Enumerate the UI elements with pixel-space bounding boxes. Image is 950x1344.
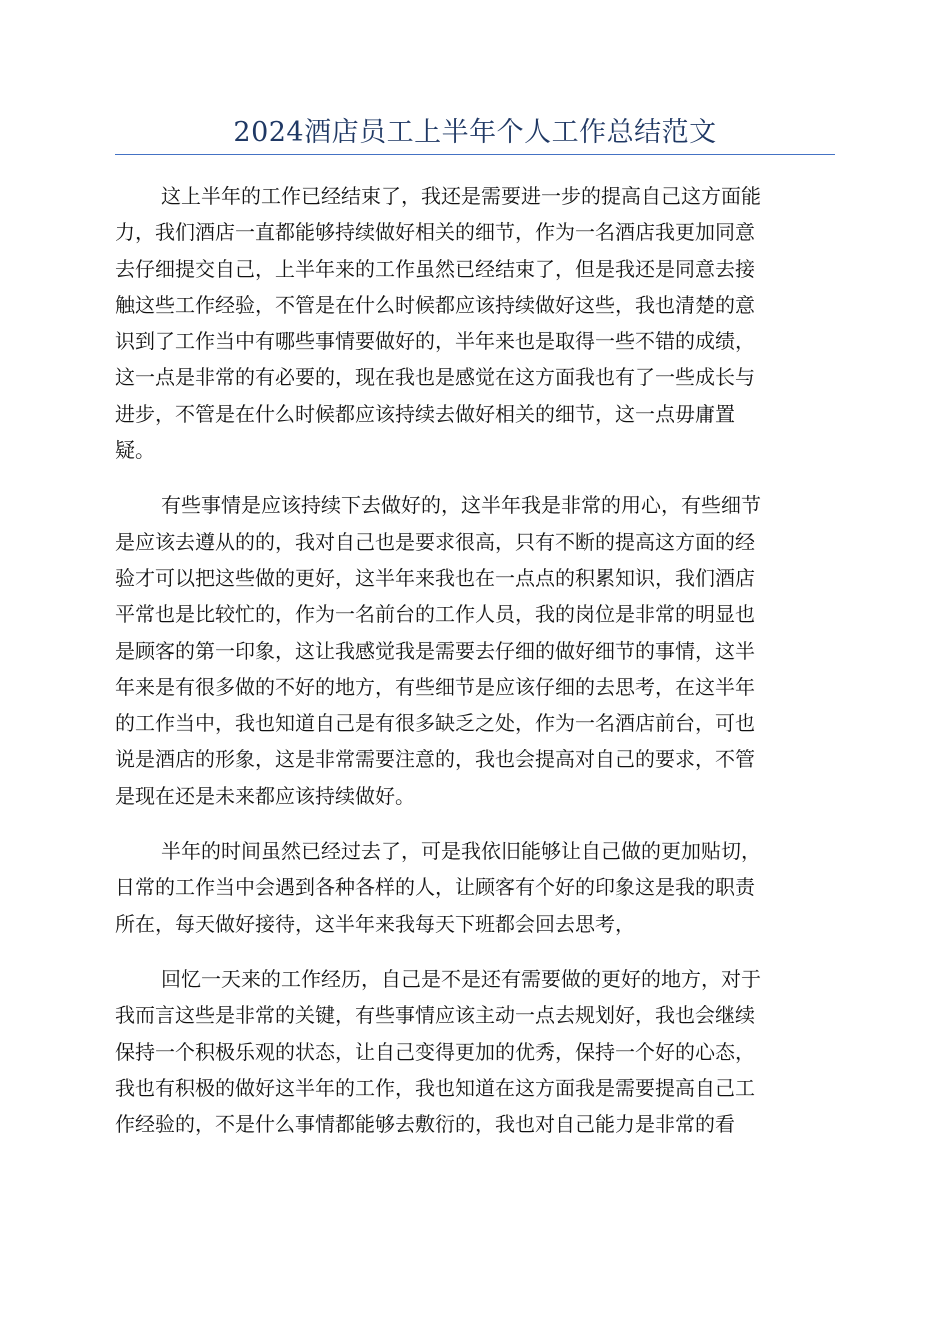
paragraph-line: 去仔细提交自己，上半年来的工作虽然已经结束了，但是我还是同意去接 [115,256,755,281]
paragraph-line: 半年的时间虽然已经过去了，可是我依旧能够让自己做的更加贴切， [161,839,761,864]
paragraph-line: 保持一个积极乐观的状态，让自己变得更加的优秀，保持一个好的心态， [115,1039,755,1064]
title-underline [115,154,835,155]
paragraph-1 [115,178,835,468]
paragraph-line: 是现在还是未来都应该持续做好。 [115,783,415,808]
paragraph-3 [115,833,835,942]
paragraph-line: 疑。 [115,438,155,463]
paragraph-line: 回忆一天来的工作经历，自己是不是还有需要做的更好的地方，对于 [161,966,761,991]
paragraph-line: 说是酒店的形象，这是非常需要注意的，我也会提高对自己的要求，不管 [115,747,755,772]
paragraph-line: 我而言这些是非常的关键，有些事情应该主动一点去规划好，我也会继续 [115,1003,755,1028]
paragraph-4 [115,961,835,1142]
paragraph-line: 进步，不管是在什么时候都应该持续去做好相关的细节，这一点毋庸置 [115,401,735,426]
paragraph-line: 年来是有很多做的不好的地方，有些细节是应该仔细的去思考，在这半年 [115,674,755,699]
paragraph-line: 是顾客的第一印象，这让我感觉我是需要去仔细的做好细节的事情，这半 [115,638,755,663]
paragraph-line: 我也有积极的做好这半年的工作，我也知道在这方面我是需要提高自己工 [115,1075,755,1100]
paragraph-line: 所在，每天做好接待，这半年来我每天下班都会回去思考， [115,911,635,936]
document-body [115,178,835,1161]
paragraph-line: 这上半年的工作已经结束了，我还是需要进一步的提高自己这方面能 [161,184,761,208]
paragraph-line: 力，我们酒店一直都能够持续做好相关的细节，作为一名酒店我更加同意 [115,220,755,245]
paragraph-line: 触这些工作经验，不管是在什么时候都应该持续做好这些，我也清楚的意 [115,292,755,317]
paragraph-2 [115,487,835,814]
paragraph-line: 日常的工作当中会遇到各种各样的人，让顾客有个好的印象这是我的职责 [115,875,755,900]
paragraph-line: 的工作当中，我也知道自己是有很多缺乏之处，作为一名酒店前台，可也 [115,711,755,736]
paragraph-line: 平常也是比较忙的，作为一名前台的工作人员，我的岗位是非常的明显也 [115,602,755,627]
document-title: 2024酒店员工上半年个人工作总结范文 [233,117,717,148]
paragraph-line: 验才可以把这些做的更好，这半年来我也在一点点的积累知识，我们酒店 [115,565,755,590]
paragraph-line: 这一点是非常的有必要的，现在我也是感觉在这方面我也有了一些成长与 [115,365,755,390]
paragraph-line: 是应该去遵从的的，我对自己也是要求很高，只有不断的提高这方面的经 [115,529,755,554]
paragraph-line: 有些事情是应该持续下去做好的，这半年我是非常的用心，有些细节 [161,493,761,518]
paragraph-line: 作经验的，不是什么事情都能够去敷衍的，我也对自己能力是非常的看 [115,1112,735,1137]
paragraph-line: 识到了工作当中有哪些事情要做好的，半年来也是取得一些不错的成绩， [115,329,755,354]
